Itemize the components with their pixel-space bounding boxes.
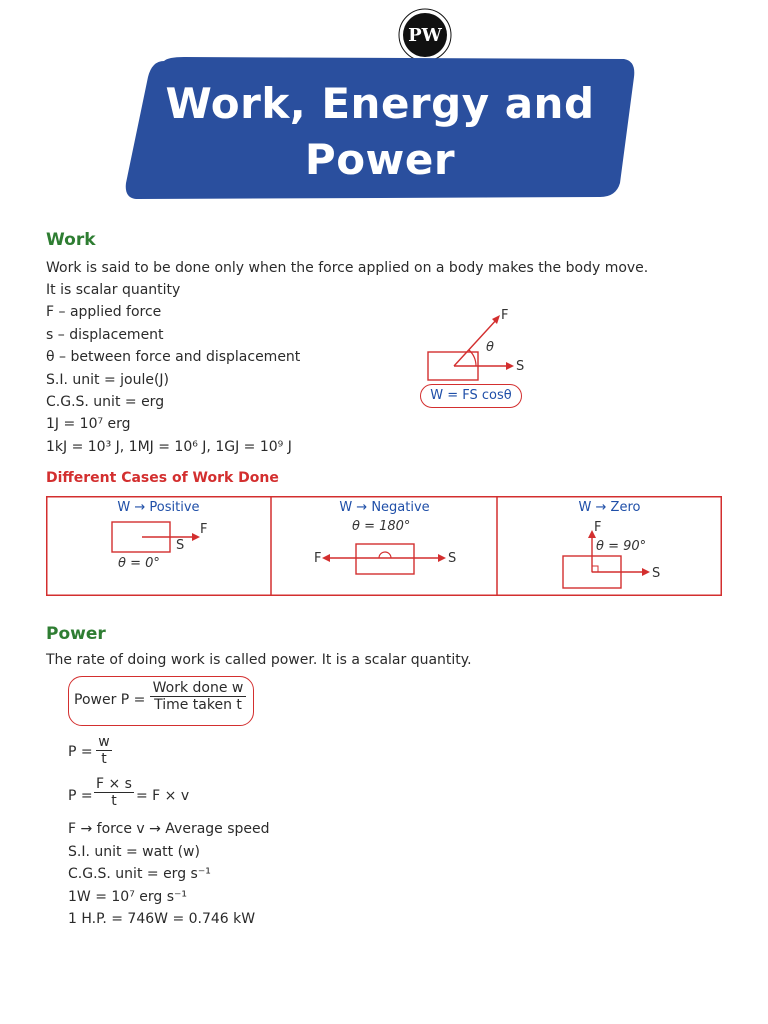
- power-box-lhs: Power P =: [74, 692, 146, 708]
- work-diagram: [420, 306, 530, 384]
- work-line-8: 1J = 10⁷ erg: [46, 416, 131, 432]
- power-line-4: 1W = 10⁷ erg s⁻¹: [68, 889, 188, 905]
- work-line-1: Work is said to be done only when the force applied on a body makes the body move.: [46, 260, 649, 276]
- eq2-den: t: [111, 793, 117, 809]
- eq1-num: w: [96, 734, 112, 751]
- case-negative-angle: θ = 180°: [352, 519, 411, 534]
- power-line-2: S.I. unit = watt (w): [68, 844, 200, 860]
- pw-logo: [398, 8, 452, 62]
- work-line-2: It is scalar quantity: [46, 282, 181, 298]
- logo-text: PW: [408, 25, 442, 46]
- eq2-lhs: P =: [68, 788, 93, 804]
- force-label: F: [501, 308, 509, 323]
- power-line-1: F → force v → Average speed: [68, 821, 270, 837]
- case-positive-s: S: [176, 538, 185, 553]
- case-negative-s: S: [448, 551, 457, 566]
- power-heading: Power: [46, 624, 106, 644]
- case-zero-title: W → Zero: [578, 500, 641, 515]
- angle-label: θ: [486, 340, 494, 355]
- case-positive-title: W → Positive: [117, 500, 200, 515]
- negative-block: [356, 544, 414, 574]
- work-line-5: θ – between force and displacement: [46, 349, 301, 365]
- work-line-6: S.I. unit = joule(J): [46, 372, 170, 388]
- case-negative-f: F: [314, 551, 322, 566]
- title-line-1: Work, Energy and: [165, 79, 595, 128]
- eq1-den: t: [101, 751, 107, 767]
- work-heading: Work: [46, 230, 96, 250]
- eq1-fraction: [96, 734, 112, 767]
- work-line-4: s – displacement: [46, 327, 164, 343]
- eq2-num: F × s: [94, 776, 134, 793]
- case-zero-f: F: [594, 520, 602, 535]
- power-line-3: C.G.S. unit = erg s⁻¹: [68, 866, 211, 882]
- title-line-2: Power: [304, 135, 456, 184]
- case-zero-s: S: [652, 566, 661, 581]
- case-zero-angle: θ = 90°: [596, 539, 647, 554]
- page-title: [124, 76, 636, 188]
- power-box-den: Time taken t: [154, 697, 242, 713]
- eq2-fraction: [94, 776, 134, 809]
- case-negative-title: W → Negative: [339, 500, 430, 515]
- work-line-7: C.G.S. unit = erg: [46, 394, 165, 410]
- cases-heading: Different Cases of Work Done: [46, 470, 279, 486]
- disp-label: S: [516, 359, 525, 374]
- power-box-num: Work done w: [150, 680, 246, 697]
- case-positive-angle: θ = 0°: [118, 556, 160, 571]
- work-line-3: F – applied force: [46, 304, 162, 320]
- work-line-9: 1kJ = 10³ J, 1MJ = 10⁶ J, 1GJ = 10⁹ J: [46, 439, 292, 455]
- eq2-rhs: = F × v: [136, 788, 190, 804]
- power-line-5: 1 H.P. = 746W = 0.746 kW: [68, 911, 256, 927]
- work-formula-box: W = FS cosθ: [420, 384, 522, 408]
- power-box-fraction: [150, 680, 246, 713]
- power-intro: The rate of doing work is called power. It is a scalar quantity.: [46, 652, 472, 668]
- eq1-lhs: P =: [68, 744, 93, 760]
- case-positive-f: F: [200, 522, 208, 537]
